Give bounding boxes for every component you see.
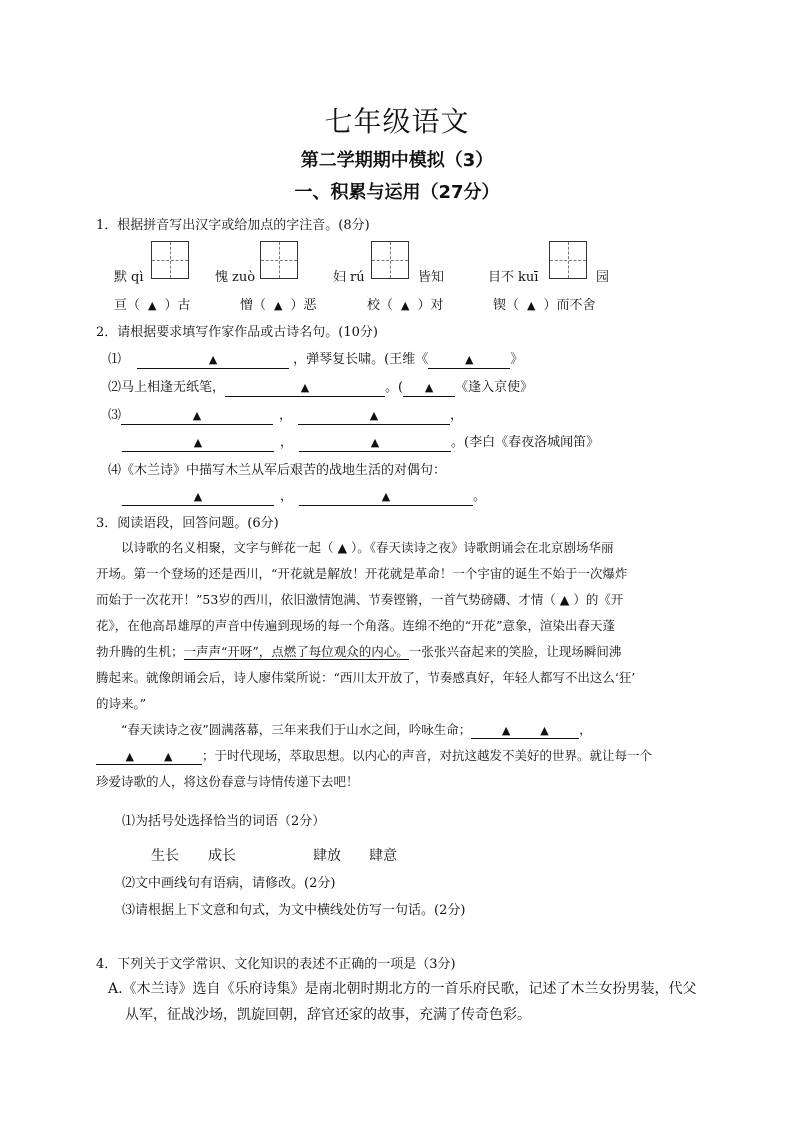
choice-2[interactable]: 成长 <box>208 848 236 864</box>
poem-line-4-prompt: ⑷《木兰诗》中描写木兰从军后艰苦的战地生活的对偶句： <box>108 463 447 478</box>
answer-blank[interactable]: ▲ <box>403 380 455 397</box>
annotate-item-4: 锲（ ▲ ）而不舍 <box>493 298 596 313</box>
passage-line: 以诗歌的名义相聚，文字与鲜花一起（ ▲ ）。《春天读诗之夜》诗歌朗诵会在北京剧场华丽 <box>121 540 614 555</box>
answer-box-2[interactable] <box>260 241 298 279</box>
sub-question-1: ⑴为括号处选择恰当的词语（2分） <box>122 814 326 829</box>
pinyin-item-4-suffix: 园 <box>596 270 610 285</box>
question-4-prompt: 4．下列关于文学常识、文化知识的表述不正确的一项是（3分) <box>96 957 456 972</box>
answer-box-4[interactable] <box>549 241 587 279</box>
poem-line-3a: ⑶ ▲ ， ▲ ， <box>108 408 464 423</box>
poem-line-4-blanks: ▲ ， ▲ 。 <box>122 485 486 506</box>
section-heading: 一、积累与运用（27分） <box>294 182 500 203</box>
annotate-item-3: 校（ ▲ ）对 <box>367 298 444 313</box>
option-a[interactable] <box>108 976 708 1028</box>
answer-box-3[interactable] <box>371 241 409 279</box>
question-1-prompt: 1．根据拼音写出汉字或给加点的字注音。(8分) <box>96 218 370 233</box>
pinyin-item-3-suffix: 皆知 <box>418 270 445 285</box>
sub-question-2: ⑵文中画线句有语病，请修改。(2分) <box>122 876 336 891</box>
passage-line: 腾起来。就像朗诵会后，诗人廖伟棠所说：“西川太开放了，节奏感真好，年轻人都写不出这么‘狂’ <box>96 670 636 685</box>
answer-blank[interactable]: ▲ <box>122 435 274 452</box>
annotate-item-2: 憎（ ▲ ）恶 <box>240 298 317 313</box>
answer-blank[interactable]: ▲ <box>122 489 274 506</box>
reading-passage <box>96 535 702 795</box>
option-a-line: 从军，征战沙场，凯旋回朝，辞官还家的故事，充满了传奇色彩。 <box>125 1007 531 1023</box>
poem-line-3b: ▲ ， ▲ 。(李白《春夜洛城闻笛》 <box>122 431 599 452</box>
passage-line: 的诗来。” <box>96 696 147 711</box>
answer-blank[interactable]: ▲ <box>428 352 510 369</box>
answer-blank[interactable]: ▲ <box>225 380 385 397</box>
option-a-line: A.《木兰诗》选自《乐府诗集》是南北朝时期北方的一首乐府民歌，记述了木兰女扮男装，代父 <box>108 981 697 997</box>
pinyin-item-2: 愧 zuò <box>215 270 256 285</box>
passage-line: 而始于一次花开！”53岁的西川，依旧激情饱满、节奏铿锵，一首气势磅礴、才情（ ▲ ）的《开 <box>96 592 624 607</box>
pinyin-item-1: 默 qì <box>114 270 144 285</box>
answer-blank[interactable]: ▲ ▲ <box>471 722 579 739</box>
pinyin-item-4: 目不 kuī <box>488 270 539 285</box>
document-title: 七年级语文 <box>324 105 470 138</box>
choice-4[interactable]: 肆意 <box>369 848 397 864</box>
passage-line: 勃升腾的生机；一声声“开呀”，点燃了每位观众的内心。一张张兴奋起来的笑脸，让现场瞬间沸 <box>96 644 622 659</box>
choice-3[interactable]: 肆放 <box>313 848 341 864</box>
answer-blank[interactable]: ▲ ▲ <box>96 748 202 765</box>
answer-blank[interactable]: ▲ <box>137 352 289 369</box>
answer-blank[interactable]: ▲ <box>121 408 273 425</box>
answer-box-1[interactable] <box>151 241 189 279</box>
pinyin-item-3: 妇 rú <box>333 270 365 285</box>
passage-line: “春天读诗之夜”圆满落幕，三年来我们于山水之间，吟咏生命； ▲ ▲ ， <box>121 722 592 737</box>
passage-line: ▲ ▲ ；于时代现场，萃取思想。以内心的声音，对抗这越发不美好的世界。就让每一个 <box>96 743 702 769</box>
answer-blank[interactable]: ▲ <box>298 408 450 425</box>
question-3-prompt: 3．阅读语段，回答问题。(6分) <box>96 516 279 531</box>
passage-line: 花》，在他高昂雄厚的声音中传遍到现场的每一个角落。连绵不绝的“开花”意象，渲染出春天蓬 <box>96 618 616 633</box>
answer-blank[interactable]: ▲ <box>299 435 451 452</box>
document-subtitle: 第二学期期中模拟（3） <box>300 150 494 171</box>
passage-line: 珍爱诗歌的人，将这份春意与诗情传递下去吧！ <box>96 774 359 789</box>
poem-line-1: ⑴ ▲ ，弹琴复长啸。(王维《 ▲ 》 <box>108 352 524 367</box>
passage-line: 开场。第一个登场的还是西川，“开花就是解放！开花就是革命！一个宇宙的诞生不始于一次爆炸 <box>96 566 628 581</box>
underlined-sentence: 一声声“开呀”，点燃了每位观众的内心。 <box>183 644 409 659</box>
question-2-prompt: 2．请根据要求填写作家作品或古诗名句。(10分) <box>96 325 378 340</box>
sub-question-3: ⑶请根据上下文意和句式，为文中横线处仿写一句话。(2分) <box>122 903 466 918</box>
choice-1[interactable]: 生长 <box>151 848 179 864</box>
poem-line-2: ⑵马上相逢无纸笔， ▲ 。( ▲ 《逢入京使》 <box>108 380 534 395</box>
annotate-item-1: 亘（ ▲ ）古 <box>114 298 191 313</box>
answer-blank[interactable]: ▲ <box>299 489 473 506</box>
